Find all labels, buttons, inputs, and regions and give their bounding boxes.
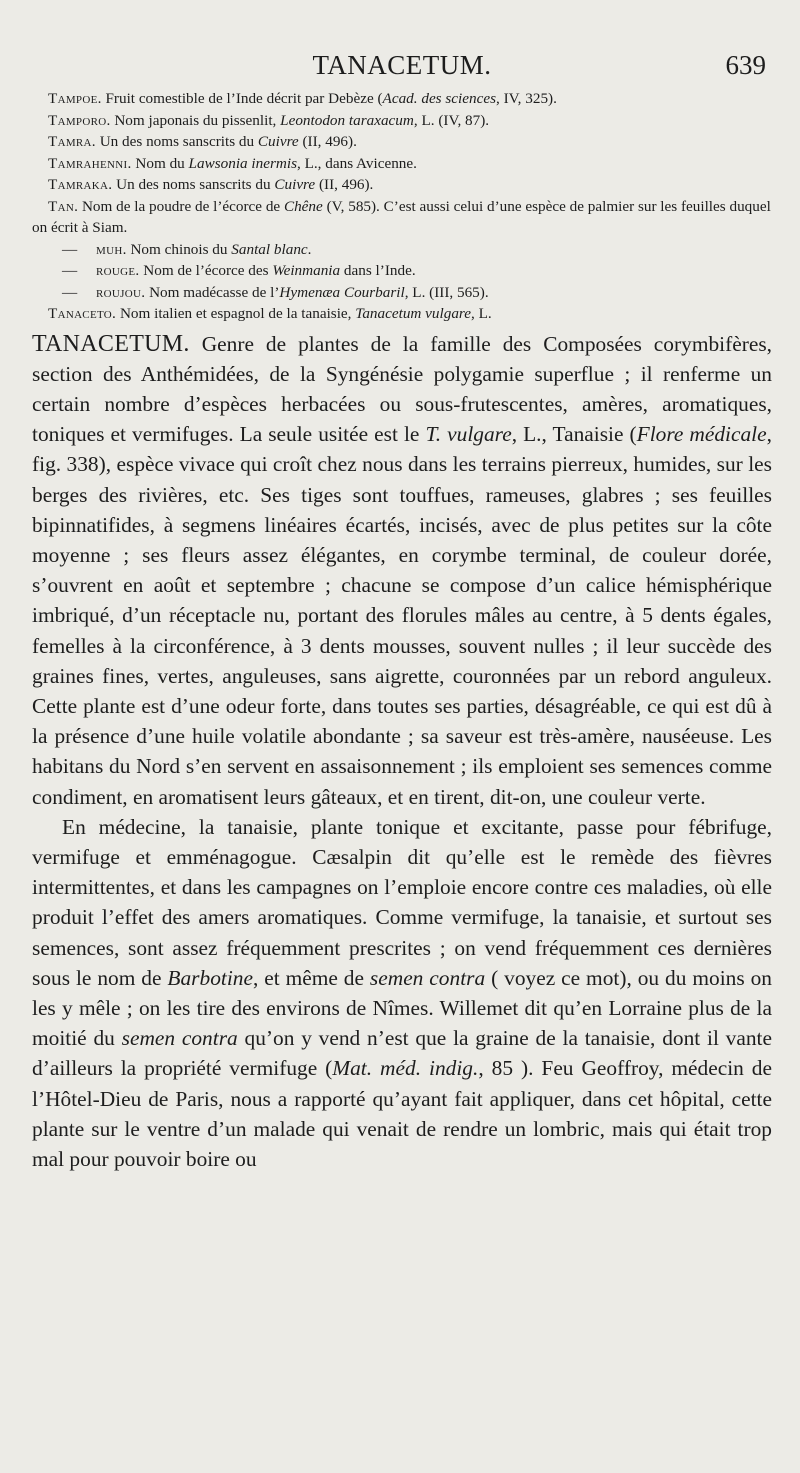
entry-tan-roujou: — roujou. Nom madécasse de l’Hymenæa Courbaril, L. (III, 565).	[32, 282, 772, 304]
entry-tan-rouge: — rouge. Nom de l’écorce des Weinmania dans l’Inde.	[32, 260, 772, 282]
article-headword: TANACETUM.	[32, 330, 190, 357]
entry-term: rouge.	[96, 262, 140, 279]
article-paragraph-2: En médecine, la tanaisie, plante tonique et excitante, passe pour fébrifuge, vermifuge et emménagogue. Cæsalpin dit qu’elle est le remède des fièvres intermittentes, et dans les campagnes on l’emploie encore contre ces maladies, où elle produit l’effet des amers aromatiques. Comme vermifuge, la tanaisie, et surtout ses semences, sont assez fréquemment prescrites ; on vend fréquemment ces dernières sous le nom de Barbotine, et même de semen contra ( voyez ce mot), ou du moins on les y mêle ; on les tire des environs de Nîmes. Willemet dit qu’en Lorraine plus de la moitié du semen contra qu’on y vend n’est que la graine de la tanaisie, dont il vante d’ailleurs la propriété vermifuge (Mat. méd. indig., 85 ). Feu Geoffroy, médecin de l’Hôtel-Dieu de Paris, nous a rapporté qu’ayant fait appliquer, dans cet hôpital, cette plante sur le ventre d’un malade qui venait de rendre un lombric, mais qui était trop mal pour pouvoir boire ou	[32, 814, 772, 1171]
entry-tamrahenni: Tamrahenni. Nom du Lawsonia inermis, L., dans Avicenne.	[48, 154, 417, 172]
entry-term: muh.	[96, 240, 127, 258]
article-paragraph-1: TANACETUM. Genre de plantes de la famille des Composées corymbifères, section des Anthémidées, de la Syngénésie polygamie superflue ; il renferme un certain nombre d’espèces herbacées ou sous-frutescentes, amères, aromatiques, toniques et vermifuges. La seule usitée est le T. vulgare, L., Tanaisie (Flore médicale, fig. 338), espèce vivace qui croît chez nous dans les terrains pierreux, humides, sur les berges des rivières, etc. Ses tiges sont touffues, rameuses, glabres ; ses feuilles bipinnatifides, à segmens linéaires écartés, incisés, avec de plus petites sur la côte moyenne ; ses fleurs assez élégantes, en corymbe terminal, de couleur dorée, s’ouvrent en août et septembre ; chacune se compose d’un calice hémisphérique imbriqué, d’un réceptacle nu, portant des florules mâles au centre, à 5 dents égales, femelles à la circonférence, à 3 dents mousses, souvent nulles ; il leur succède des graines fines, vertes, anguleuses, sans aigrette, couronnées par un rebord anguleux. Cette plante est d’une odeur forte, dans toutes ses parties, désagréable, ce qui est dû à la présence d’une huile volatile abondante ; sa saveur est très-amère, nauséeuse. Les habitans du Nord s’en servent en assaisonnement ; ils emploient ses semences comme condiment, en aromatisent leurs gâteaux, et en tirent, dit-on, une couleur verte.	[32, 330, 772, 809]
entry-term: Tanaceto.	[48, 305, 117, 322]
entry-term: roujou.	[96, 283, 146, 301]
page-header	[32, 0, 772, 88]
entry-tamraka: Tamraka. Un des noms sanscrits du Cuivre (II, 496).	[48, 176, 374, 193]
entry-term: Tamraka.	[48, 176, 113, 193]
entry-tan: Tan. Nom de la poudre de l’écorce de Chêne (V, 585). C’est aussi celui d’une espèce de palmier sur les feuilles duquel on écrit à Siam.	[32, 197, 771, 236]
entry-tamra: Tamra. Un des noms sanscrits du Cuivre (II, 496).	[48, 133, 357, 150]
entry-tan-muh: — muh. Nom chinois du Santal blanc.	[32, 239, 772, 261]
entry-term: Tampoe.	[48, 90, 102, 107]
entry-tanaceto: Tanaceto. Nom italien et espagnol de la tanaisie, Tanacetum vulgare, L.	[48, 305, 492, 322]
dash-mark: —	[62, 262, 78, 279]
short-entries	[32, 88, 772, 325]
entry-tampoe: Tampoe. Fruit comestible de l’Inde décrit par Debèze (Acad. des sciences, IV, 325).	[48, 90, 557, 107]
page-number: 639	[725, 50, 766, 80]
entry-term: Tan.	[48, 197, 79, 215]
entry-term: Tamrahenni.	[48, 154, 132, 172]
article-tanacetum	[32, 329, 772, 1175]
entry-term: Tamra.	[48, 133, 96, 150]
entry-term: Tamporo.	[48, 111, 111, 129]
dash-mark: —	[62, 240, 78, 258]
entry-tamporo: Tamporo. Nom japonais du pissenlit, Leontodon taraxacum, L. (IV, 87).	[48, 111, 490, 129]
dash-mark: —	[62, 283, 78, 301]
running-title: TANACETUM.	[312, 50, 492, 80]
